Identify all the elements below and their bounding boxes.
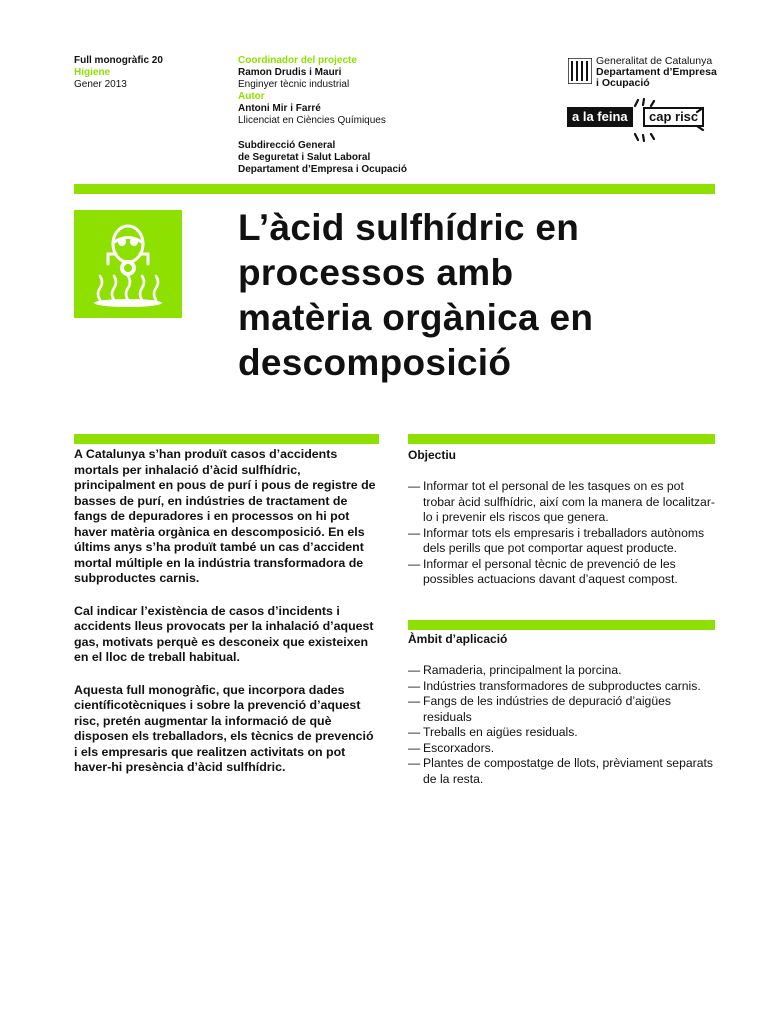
list-item: — Fangs de les indústries de depuració d’aigües residuals <box>408 694 718 725</box>
intro-paragraph: Aquesta full monogràfic, que incorpora dades científicotècniques i sobre la prevenció d’aquest risc, pretén augmentar la informació de què disposen els treballadors, els tècnics de prevenció i els empresaris que realitzen activitats on pot haver-hi presència d’àcid sulfhídric. <box>74 682 374 774</box>
dept-line1: Subdirecció General <box>238 140 336 151</box>
generalitat-emblem-icon <box>568 58 592 84</box>
gas-mask-worker-icon <box>74 210 182 318</box>
title-line4: descomposició <box>238 342 512 383</box>
objectiu-heading: Objectiu <box>408 448 457 462</box>
series-label: Full monogràfic 20 <box>74 55 163 66</box>
series-block <box>74 55 214 91</box>
title-line3: matèria orgànica en <box>238 297 594 338</box>
logo-line3: i Ocupació <box>596 77 650 89</box>
logo-line2: Departament d’Empresa <box>596 66 717 78</box>
intro-paragraph: A Catalunya s’han produït casos d’accidents mortals per inhalació d’àcid sulfhídric, principalment en pous de purí i pous de registre de basses de purí, en indústries de tractament de fangs de depuradores i en processos on hi pot haver matèria orgànica en descomposició. En els últims anys s’ha produït també un cas d’accident mortal múltiple en la indústria transformadora de subproductes carnis. <box>74 447 376 585</box>
author-label: Autor <box>238 91 265 102</box>
ambit-list <box>408 663 718 787</box>
document-title <box>238 205 738 385</box>
list-item: — Escorxadors. <box>408 741 718 757</box>
list-item: — Plantes de compostatge de llots, prèviament separats de la resta. <box>408 756 718 787</box>
title-line1: L’àcid sulfhídric en <box>238 207 580 248</box>
list-item: — Treballs en aigües residuals. <box>408 725 718 741</box>
coordinator-role: Enginyer tècnic industrial <box>238 79 350 90</box>
author-name: Antoni Mir i Farré <box>238 103 321 114</box>
hazard-pictogram <box>74 210 182 318</box>
campaign-part-a: a la feina <box>567 107 633 127</box>
list-item: — Informar tots els empresaris i treballadors autònoms dels perills que pot comportar aquest producte. <box>408 526 718 557</box>
logo-line1: Generalitat de Catalunya <box>596 55 713 67</box>
list-item: — Ramaderia, principalment la porcina. <box>408 663 718 679</box>
intro-paragraph: Cal indicar l’existència de casos d’incidents i accidents lleus provocats per la inhalació d’aquest gas, motivats perquè es desconeix que existeixen en el lloc de treball habitual. <box>74 603 374 664</box>
dept-line2: de Seguretat i Salut Laboral <box>238 152 371 163</box>
ambit-divider <box>408 620 715 630</box>
header-divider <box>74 184 715 194</box>
campaign-part-b: cap risc <box>643 107 704 127</box>
intro-divider <box>74 434 379 444</box>
credits-block <box>238 55 498 176</box>
intro-text <box>74 447 380 793</box>
title-line2: processos amb <box>238 252 514 293</box>
list-item: — Indústries transformadores de subproductes carnis. <box>408 679 718 695</box>
list-item: — Informar tot el personal de les tasques on es pot trobar àcid sulfhídric, així com la manera de localitzar-lo i prevenir els riscos que genera. <box>408 479 718 526</box>
list-item: — Informar el personal tècnic de prevenció de les possibles actuacions davant d’aquest compost. <box>408 557 718 588</box>
author-role: Llicenciat en Ciències Químiques <box>238 115 386 126</box>
dept-line3: Departament d’Empresa i Ocupació <box>238 164 407 175</box>
coordinator-label: Coordinador del projecte <box>238 55 357 66</box>
objectiu-divider <box>408 434 715 444</box>
campaign-logo <box>567 98 727 138</box>
date-label: Gener 2013 <box>74 79 127 90</box>
area-label: Higiene <box>74 67 111 78</box>
ambit-heading: Àmbit d’aplicació <box>408 632 508 646</box>
objectiu-list <box>408 479 718 588</box>
coordinator-name: Ramon Drudis i Mauri <box>238 67 342 78</box>
